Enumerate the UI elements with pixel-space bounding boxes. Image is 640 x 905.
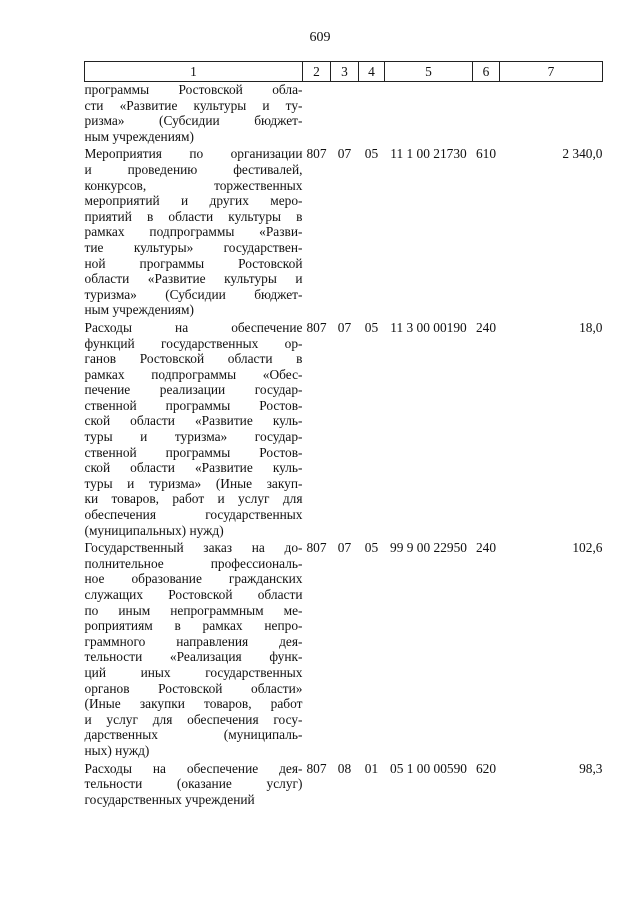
description-line: ской области «Развитие куль- (84, 413, 303, 429)
table-row (85, 759, 603, 808)
amount (500, 82, 603, 145)
subsection-code: 05 (364, 319, 379, 335)
description-line: функций государственных ор- (84, 335, 303, 351)
budget-table (84, 61, 603, 807)
description-line: (муниципальных) нужд) (84, 522, 224, 538)
description-line: органов Ростовской области» (84, 680, 303, 696)
description-line: дарственных (муниципаль- (84, 727, 303, 743)
description-line: ным учреждениям) (84, 128, 194, 144)
description-line: рамках подпрограммы «Обес- (84, 366, 303, 382)
description-line: ной программы Ростовской (84, 255, 303, 271)
description-line: роприятиям в рамках непро- (84, 618, 303, 634)
column-header: 1 (85, 62, 303, 82)
description-line: по иным непрограммным ме- (84, 602, 303, 618)
description-line: ных) нужд) (84, 742, 150, 758)
description-line: тельности «Реализация функ- (84, 649, 303, 665)
description-line: туры и туризма» государ- (84, 429, 303, 445)
description-line: тие культуры» государствен- (84, 239, 303, 255)
description-line: туры и туризма» (Иные закуп- (84, 475, 303, 491)
ministry-code: 807 (306, 760, 327, 776)
description-line: ризма» (Субсидии бюджет- (84, 113, 303, 129)
target-article-code (385, 82, 473, 145)
expense-type-code: 240 (475, 319, 497, 335)
item-description (85, 82, 303, 145)
column-header: 6 (473, 62, 500, 82)
description-line: полнительное профессиональ- (84, 555, 303, 571)
column-header: 2 (303, 62, 331, 82)
subsection-code: 05 (364, 146, 379, 162)
description-line: программы Ростовской обла- (84, 82, 303, 97)
subsection-code: 01 (364, 760, 379, 776)
description-line: Государственный заказ на до- (84, 540, 303, 556)
column-header: 5 (385, 62, 473, 82)
expense-type-code: 240 (475, 540, 497, 556)
description-line: обеспечения государственных (84, 507, 303, 523)
column-header: 4 (359, 62, 385, 82)
column-header: 7 (500, 62, 603, 82)
column-header: 3 (331, 62, 359, 82)
description-line: (Иные закупки товаров, работ (84, 696, 303, 712)
target-article-code: 11 3 00 00190 (390, 319, 467, 335)
expense-type-code (473, 82, 500, 145)
table-row (85, 82, 603, 145)
subsection-code (359, 82, 385, 145)
description-line: ственной программы Ростов- (84, 397, 303, 413)
description-line: печение реализации государ- (84, 382, 303, 398)
item-description (85, 759, 303, 808)
description-line: граммного направления дея- (84, 633, 303, 649)
amount: 2 340,0 (562, 146, 603, 162)
item-description (85, 318, 303, 538)
target-article-code: 11 1 00 21730 (390, 146, 467, 162)
description-line: ций иных государственных (84, 664, 303, 680)
description-line: Расходы на обеспечение (84, 319, 303, 335)
description-line: приятий в области культуры в (84, 208, 303, 224)
description-line: и проведению фестивалей, (84, 161, 303, 177)
description-line: ки товаров, работ и услуг для (84, 491, 303, 507)
section-code: 08 (337, 760, 352, 776)
amount: 98,3 (579, 760, 603, 776)
description-line: тельности (оказание услуг) (84, 776, 303, 792)
description-line: рамках подпрограммы «Разви- (84, 224, 303, 240)
section-code: 07 (337, 319, 352, 335)
description-line: конкурсов, торжественных (84, 177, 303, 193)
expense-type-code: 610 (475, 146, 497, 162)
table-row (85, 538, 603, 758)
description-line: мероприятий и других меро- (84, 193, 303, 209)
description-line: ное образование гражданских (84, 571, 303, 587)
page-number: 609 (309, 30, 331, 45)
table-row (85, 318, 603, 538)
description-line: служащих Ростовской области (84, 587, 303, 602)
description-line: сти «Развитие культуры и ту- (84, 97, 303, 113)
section-code (331, 82, 359, 145)
section-code: 07 (337, 146, 352, 162)
description-line: Расходы на обеспечение дея- (84, 760, 303, 776)
item-description (85, 538, 303, 758)
description-line: Мероприятия по организации (84, 146, 303, 162)
description-line: туризма» (Субсидии бюджет- (84, 286, 303, 302)
header-row (85, 62, 603, 82)
description-line: государственных учреждений (84, 791, 255, 807)
description-line: ской области «Развитие куль- (84, 460, 303, 476)
ministry-code: 807 (306, 319, 327, 335)
description-line: ганов Ростовской области в (84, 351, 303, 367)
item-description (85, 144, 303, 318)
subsection-code: 05 (364, 540, 379, 556)
ministry-code: 807 (306, 146, 327, 162)
table-row (85, 144, 603, 318)
target-article-code: 99 9 00 22950 (390, 540, 467, 556)
expense-type-code: 620 (475, 760, 497, 776)
amount: 18,0 (579, 319, 603, 335)
description-line: области «Развитие культуры и (84, 271, 303, 287)
description-line: ным учреждениям) (84, 302, 194, 318)
section-code: 07 (337, 540, 352, 556)
description-line: и услуг для обеспечения госу- (84, 711, 303, 727)
amount: 102,6 (572, 540, 603, 556)
ministry-code: 807 (306, 540, 327, 556)
description-line: ственной программы Ростов- (84, 444, 303, 460)
target-article-code: 05 1 00 00590 (390, 760, 467, 776)
ministry-code (303, 82, 331, 145)
